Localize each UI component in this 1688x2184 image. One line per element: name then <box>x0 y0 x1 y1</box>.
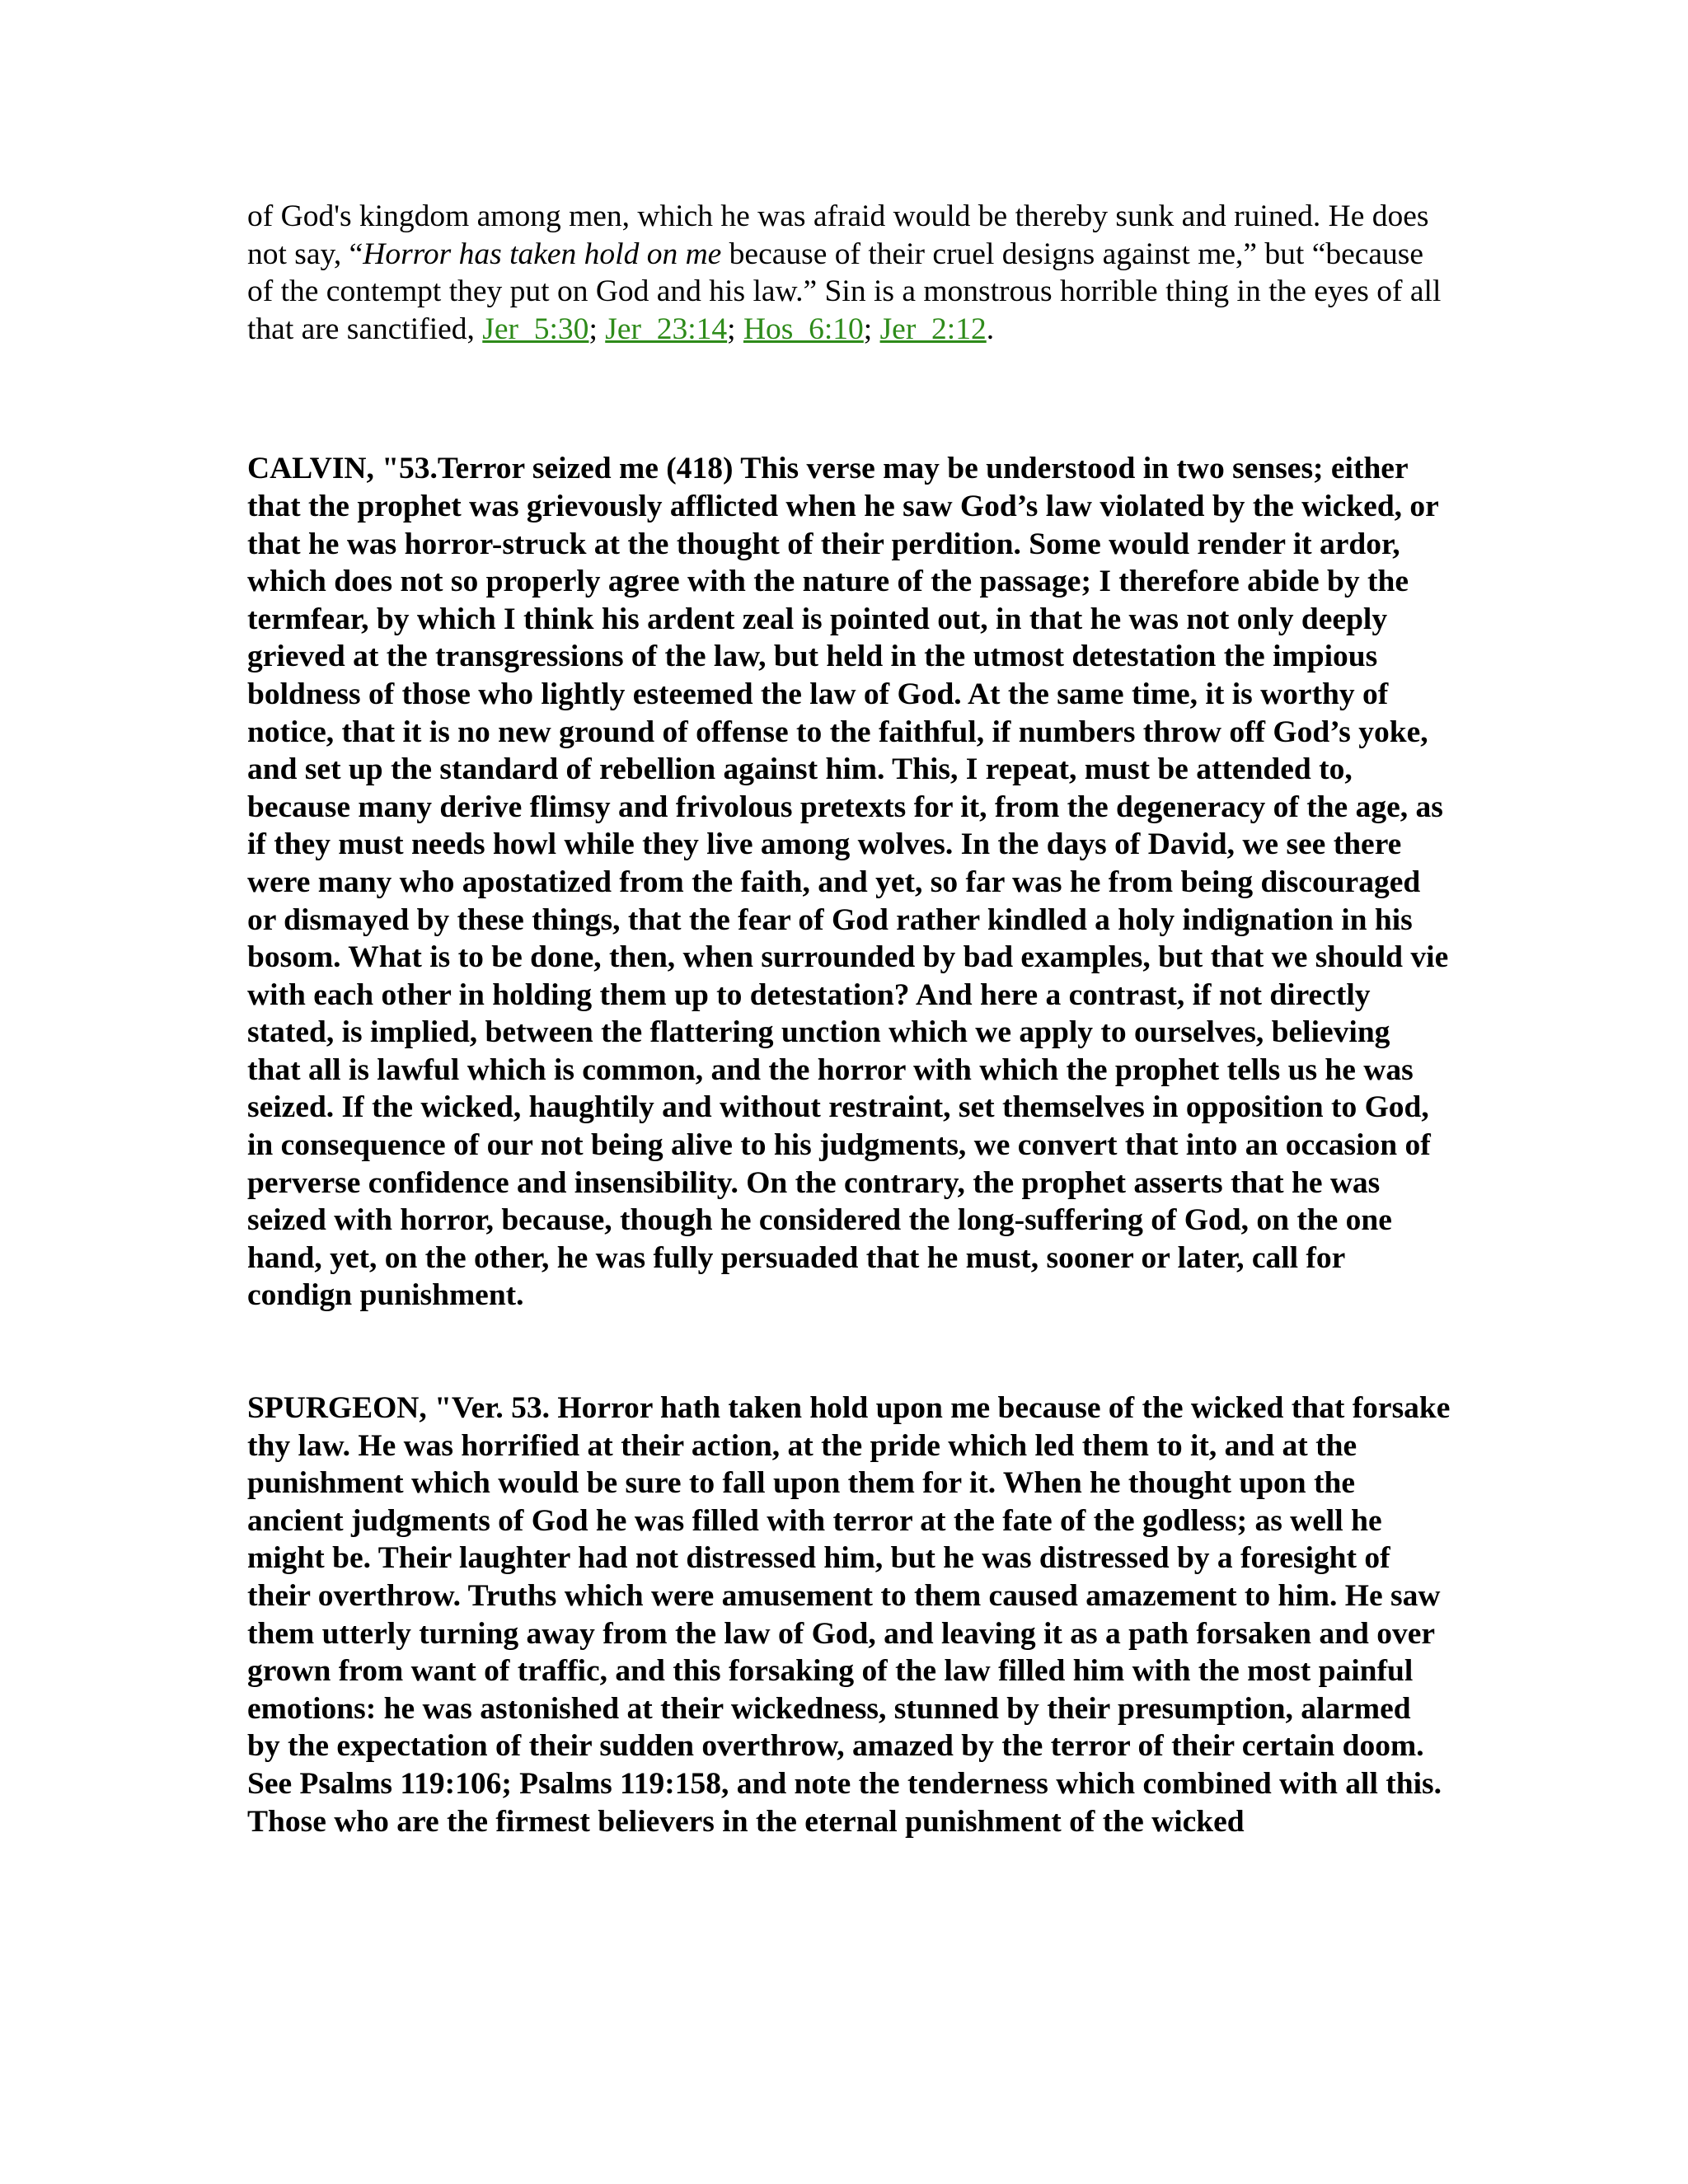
calvin-commentary: CALVIN, "53.Terror seized me (418) This verse may be understood in two senses; either that the prophet was grievously afflicted when he saw God’s law violated by the wicked, or that he was horror-struck at the thought of their perdition. Some would render it ardor, which does not so properly agree with the nature of the passage; I therefore abide by the termfear, by which I think his ardent zeal is pointed out, in that he was not only deeply grieved at the transgressions of the law, but held in the utmost detestation the impious boldness of those who lightly esteemed the law of God. At the same time, it is worthy of notice, that it is no new ground of offense to the faithful, if numbers throw off God’s yoke, and set up the standard of rebellion against him. This, I repeat, must be attended to, because many derive flimsy and frivolous pretexts for it, from the degeneracy of the age, as if they must needs howl while they live among wolves. In the days of David, we see there were many who apostatized from the faith, and yet, so far was he from being discouraged or dismayed by these things, that the fear of God rather kindled a holy indignation in his bosom. What is to be done, then, when surrounded by bad examples, but that we should vie with each other in holding them up to detestation? And here a contrast, if not directly stated, is implied, between the flattering unction which we apply to ourselves, believing that all is lawful which is common, and the horror with which the prophet tells us he was seized. If the wicked, haughtily and without restraint, set themselves in opposition to God, in consequence of our not being alive to his judgments, we convert that into an occasion of perverse confidence and insensibility. On the contrary, the prophet asserts that he was seized with horror, because, though he considered the long-suffering of God, on the one hand, yet, on the other, he was fully persuaded that he must, sooner or later, call for condign punishment. <box>247 452 1449 1313</box>
intro-italic-quote: Horror has taken hold on me <box>363 237 722 271</box>
henry-paragraph <box>247 198 1451 348</box>
document-page <box>247 198 1451 1840</box>
scripture-link-jer-23-14[interactable]: Jer 23:14 <box>605 312 728 346</box>
spurgeon-commentary-continued: See Psalms 119:106; Psalms 119:158, and note the tenderness which combined with all this. Those who are the firmest believers in the eternal punishment of the wicked <box>247 1766 1442 1839</box>
intro-end: . <box>986 312 995 346</box>
intro-text-1: of God's kingdom among men, which he was afraid would be thereby sunk and ruined. He does not say, “ <box>247 199 1429 271</box>
spurgeon-commentary: SPURGEON, "Ver. 53. Horror hath taken hold upon me because of the wicked that forsake thy law. He was horrified at their action, at the pride which led them to it, and at the punishment which would be sure to fall upon them for it. When he thought upon the ancient judgments of God he was filled with terror at the fate of the godless; as well he might be. Their laughter had not distressed him, but he was distressed by a foresight of their overthrow. Truths which were amusement to them caused amazement to him. He saw them utterly turning away from the law of God, and leaving it as a path forsaken and over grown from want of traffic, and this forsaking of the law filled him with the most painful emotions: he was astonished at their wickedness, stunned by their presumption, alarmed by the expectation of their sudden overthrow, amazed by the terror of their certain doom. <box>247 1391 1451 1764</box>
scripture-link-jer-5-30[interactable]: Jer 5:30 <box>482 312 589 346</box>
paragraph-spacer <box>247 1315 1451 1390</box>
scripture-link-hos-6-10[interactable]: Hos 6:10 <box>743 312 864 346</box>
scripture-link-jer-2-12[interactable]: Jer 2:12 <box>879 312 987 346</box>
ref-separator: ; <box>588 312 606 346</box>
intro-text-2: because of their cruel designs against me,” but “because of the contempt they put on God and his law.” Sin is a monstrous horrible thing in the eyes of all that are sanctified, <box>247 237 1442 346</box>
ref-separator: ; <box>863 312 880 346</box>
paragraph-spacer <box>247 348 1451 450</box>
ref-separator: ; <box>727 312 743 346</box>
